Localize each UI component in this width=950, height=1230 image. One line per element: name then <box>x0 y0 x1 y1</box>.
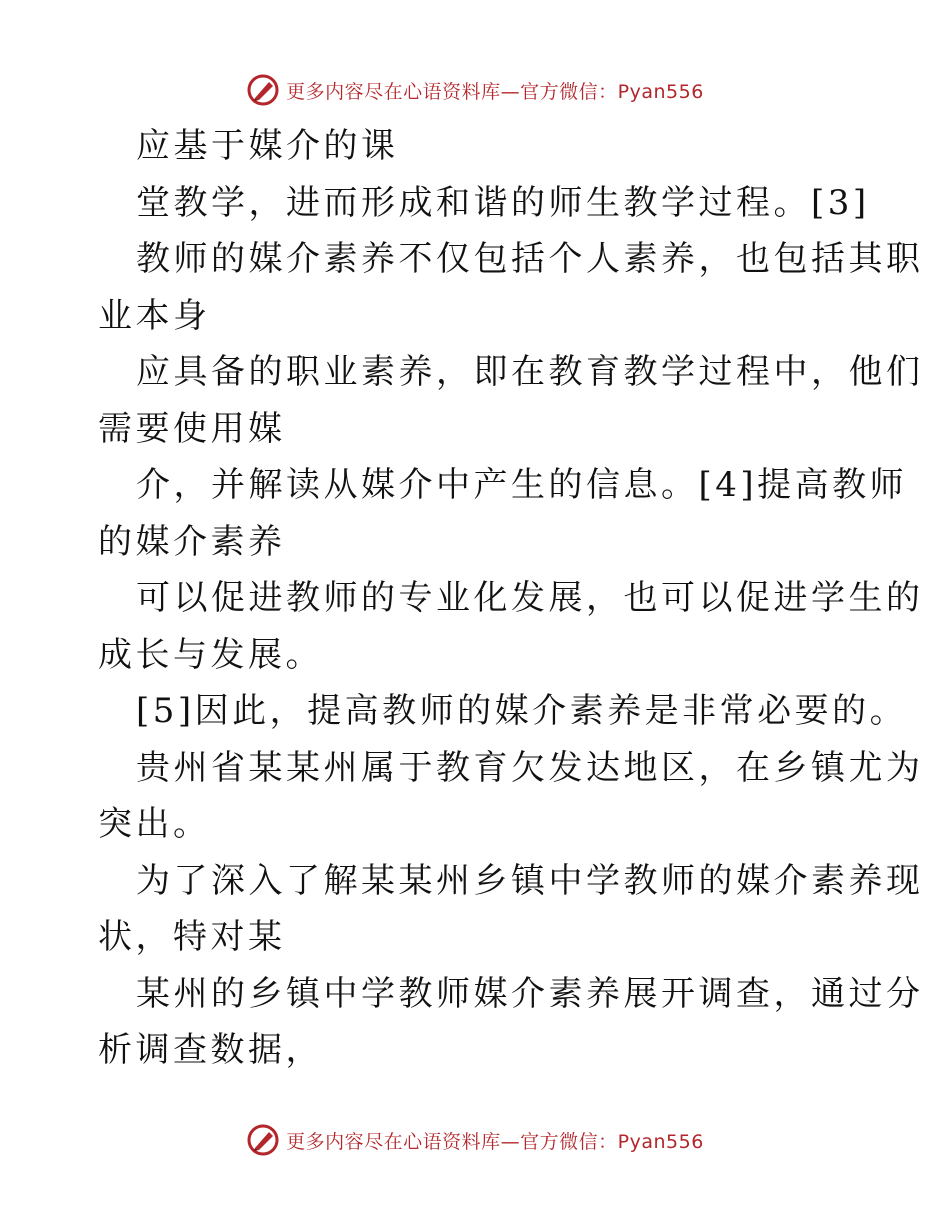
text-line: 贵州省某某州属于教育欠发达地区，在乡镇尤为 <box>136 747 924 788</box>
text-line: [5]因此，提高教师的媒介素养是非常必要的。 <box>136 691 908 731</box>
document-body <box>98 118 924 1079</box>
header-banner <box>0 68 950 112</box>
text-line: 可以促进教师的专业化发展，也可以促进学生的 <box>136 578 924 618</box>
text-line: 某州的乡镇中学教师媒介素养展开调查，通过分 <box>136 973 924 1014</box>
text-line: 应具备的职业素养，即在教育教学过程中，他们 <box>136 352 924 392</box>
text-line: 成长与发展。 <box>98 634 323 675</box>
text-line: 突出。 <box>98 804 211 844</box>
text-line: 介，并解读从媒介中产生的信息。[4]提高教师 <box>136 465 908 505</box>
text-line: 状，特对某 <box>98 917 286 957</box>
header-banner-text: 更多内容尽在心语资料库—官方微信：Pyan556 <box>286 80 704 103</box>
pen-circle-icon <box>246 73 280 107</box>
text-line: 应基于媒介的课 <box>136 126 399 166</box>
text-line: 业本身 <box>98 295 211 336</box>
pen-circle-icon <box>246 1123 280 1157</box>
text-line: 堂教学，进而形成和谐的师生教学过程。[3] <box>136 182 870 223</box>
text-line: 析调查数据， <box>98 1030 323 1070</box>
text-line: 教师的媒介素养不仅包括个人素养，也包括其职 <box>136 239 924 279</box>
footer-banner-text: 更多内容尽在心语资料库—官方微信：Pyan556 <box>286 1130 704 1153</box>
footer-banner <box>0 1118 950 1162</box>
text-line: 为了深入了解某某州乡镇中学教师的媒介素养现 <box>136 860 924 901</box>
text-line: 需要使用媒 <box>98 408 286 449</box>
text-line: 的媒介素养 <box>98 521 286 562</box>
